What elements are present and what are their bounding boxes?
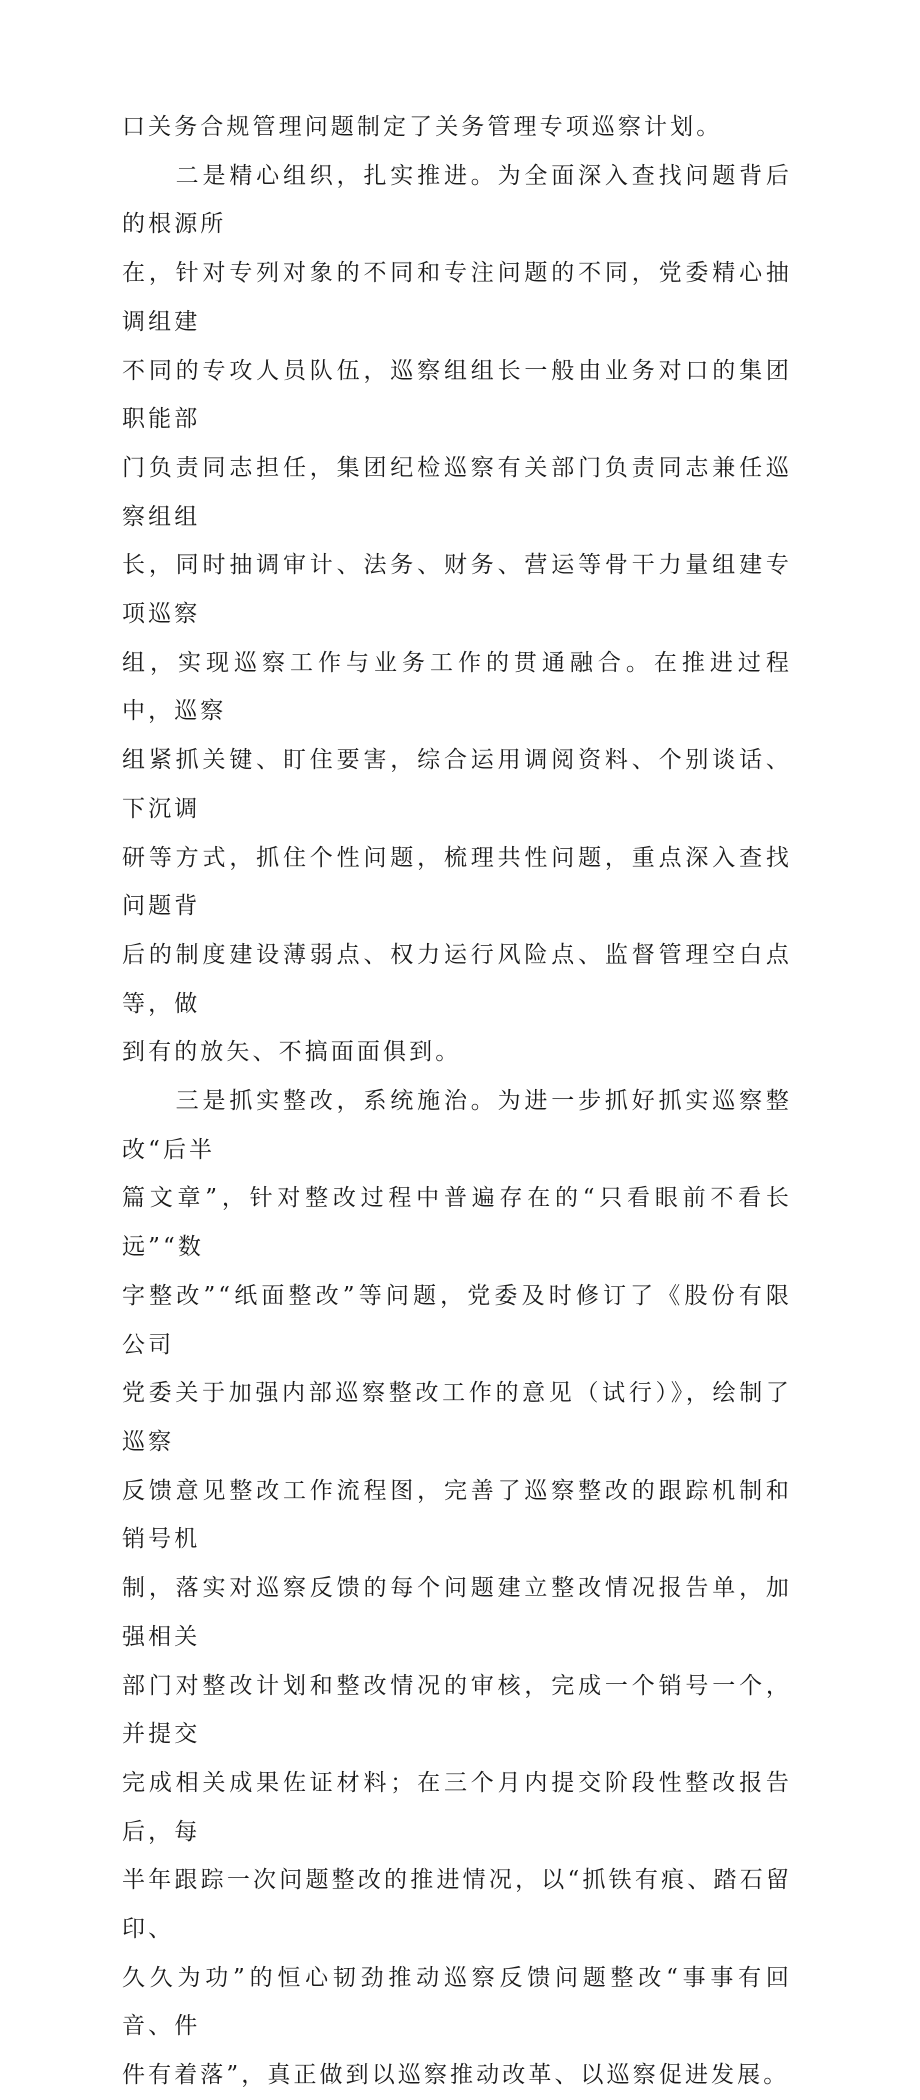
text-line: 制，落实对巡察反馈的每个问题建立整改情况报告单，加强相关 (122, 1575, 792, 1650)
text-line: 部门对整改计划和整改情况的审核，完成一个销号一个，并提交 (122, 1672, 792, 1748)
text-line: 久久为功”的恒心韧劲推动巡察反馈问题整改“事事有回音、件 (122, 1964, 792, 2040)
body-text (122, 103, 792, 2100)
text-line: 长，同时抽调审计、法务、财务、营运等骨干力量组建专项巡察 (122, 552, 792, 628)
text-line: 组紧抓关键、盯住要害，综合运用调阅资料、个别谈话、下沉调 (122, 747, 792, 822)
text-line: 组，实现巡察工作与业务工作的贯通融合。在推进过程中，巡察 (122, 649, 792, 725)
text-line: 在，针对专列对象的不同和专注问题的不同，党委精心抽调组建 (122, 260, 792, 335)
text-line: 三是抓实整改，系统施治。为进一步抓好抓实巡察整改“后半 (122, 1088, 792, 1163)
text-line: 门负责同志担任，集团纪检巡察有关部门负责同志兼任巡察组组 (122, 454, 792, 530)
text-line: 件有着落”，真正做到以巡察推动改革、以巡察促进发展。 (122, 2062, 790, 2089)
text-line: 不同的专攻人员队伍，巡察组组长一般由业务对口的集团职能部 (122, 357, 792, 433)
text-line: 篇文章”，针对整改过程中普遍存在的“只看眼前不看长远”“数 (122, 1185, 792, 1261)
text-line: 党委关于加强内部巡察整改工作的意见（试行）》，绘制了巡察 (122, 1380, 792, 1455)
text-line: 后的制度建设薄弱点、权力运行风险点、监督管理空白点等，做 (122, 941, 792, 1017)
text-line: 到有的放矢、不搞面面俱到。 (122, 1039, 462, 1066)
text-line: 字整改”“纸面整改”等问题，党委及时修订了《股份有限公司 (122, 1282, 792, 1358)
text-line: 半年跟踪一次问题整改的推进情况，以“抓铁有痕、踏石留印、 (122, 1867, 792, 1943)
text-line: 口关务合规管理问题制定了关务管理专项巡察计划。 (122, 114, 723, 140)
text-line: 完成相关成果佐证材料；在三个月内提交阶段性整改报告后，每 (122, 1769, 792, 1845)
text-line: 研等方式，抓住个性问题，梳理共性问题，重点深入查找问题背 (122, 844, 792, 920)
text-line: 二是精心组织，扎实推进。为全面深入查找问题背后的根源所 (122, 162, 792, 238)
text-line: 反馈意见整改工作流程图，完善了巡察整改的跟踪机制和销号机 (122, 1477, 792, 1553)
